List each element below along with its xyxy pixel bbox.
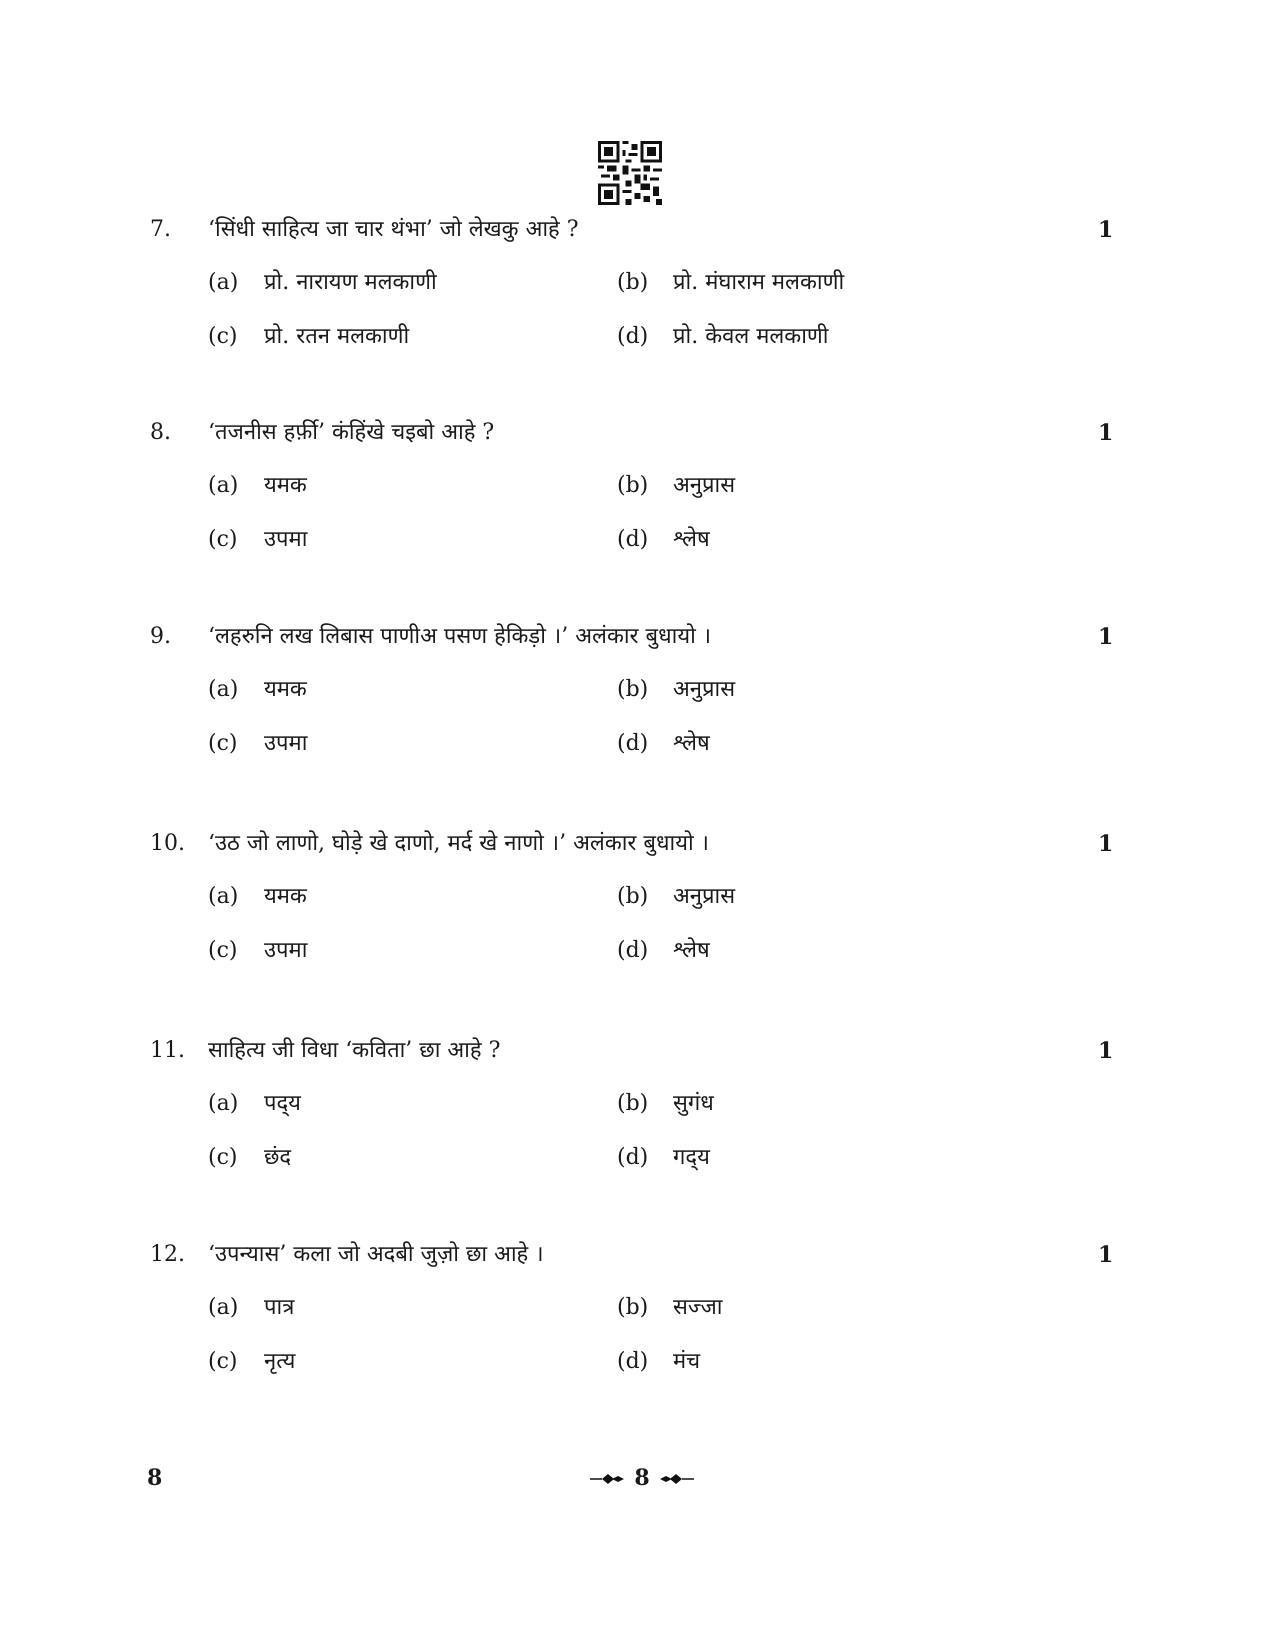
page-number: 8 bbox=[634, 1465, 650, 1491]
question-marks: 1 bbox=[1098, 624, 1114, 650]
option-letter: (c) bbox=[208, 731, 238, 756]
option-letter: (d) bbox=[617, 1145, 649, 1170]
option-letter: (d) bbox=[617, 731, 649, 756]
ornament-right-icon bbox=[658, 1473, 694, 1485]
option-text: पात्र bbox=[264, 1295, 295, 1320]
option-text: उपमा bbox=[264, 527, 308, 552]
option-letter: (b) bbox=[617, 473, 649, 498]
question-number: 9. bbox=[150, 624, 171, 649]
question-row bbox=[0, 824, 1275, 864]
option-text: श्लेष bbox=[673, 731, 710, 756]
option-text: अनुप्रास bbox=[673, 473, 736, 498]
question-text: ‘सिंधी साहित्य जा चार थंभा’ जो लेखकु आहे ? bbox=[208, 217, 579, 242]
option-letter: (d) bbox=[617, 527, 649, 552]
option-text: यमक bbox=[264, 473, 307, 498]
option-text: सुगंध bbox=[673, 1091, 714, 1116]
question-9 bbox=[0, 617, 1275, 807]
question-row bbox=[0, 617, 1275, 657]
qr-code bbox=[598, 141, 662, 205]
option-text: नृत्य bbox=[264, 1349, 296, 1374]
option-letter: (b) bbox=[617, 1091, 649, 1116]
question-11 bbox=[0, 1031, 1275, 1221]
option-text: छंद bbox=[264, 1145, 292, 1170]
option-letter: (b) bbox=[617, 677, 649, 702]
option-letter: (c) bbox=[208, 938, 238, 963]
footer-page-number-left: 8 bbox=[147, 1465, 163, 1491]
option-text: मंच bbox=[673, 1349, 701, 1374]
question-marks: 1 bbox=[1098, 217, 1114, 243]
option-letter: (a) bbox=[208, 1295, 239, 1320]
question-text: ‘उपन्यास’ कला जो अदबी जुज़ो छा आहे । bbox=[208, 1242, 544, 1267]
option-letter: (c) bbox=[208, 324, 238, 349]
option-letter: (d) bbox=[617, 324, 649, 349]
option-text: उपमा bbox=[264, 731, 308, 756]
option-text: अनुप्रास bbox=[673, 677, 736, 702]
option-text: यमक bbox=[264, 677, 307, 702]
question-text: ‘लहरुनि लख लिबास पाणीअ पसण हेकिड़ो ।’ अलंकार बुधायो । bbox=[208, 624, 712, 649]
option-text: सज्जा bbox=[673, 1295, 723, 1320]
option-letter: (d) bbox=[617, 1349, 649, 1374]
option-text: प्रो. नारायण मलकाणी bbox=[264, 270, 437, 295]
option-text: उपमा bbox=[264, 938, 308, 963]
question-row bbox=[0, 1235, 1275, 1275]
question-marks: 1 bbox=[1098, 831, 1114, 857]
option-letter: (d) bbox=[617, 938, 649, 963]
option-letter: (c) bbox=[208, 1145, 238, 1170]
question-text: ‘उठ जो लाणो, घोड़े खे दाणो, मर्द खे नाणो ।’ अलंकार बुधायो । bbox=[208, 831, 710, 856]
question-number: 10. bbox=[150, 831, 185, 856]
option-text: श्लेष bbox=[673, 938, 710, 963]
option-letter: (a) bbox=[208, 270, 239, 295]
question-text: साहित्य जी विधा ‘कविता’ छा आहे ? bbox=[208, 1038, 501, 1063]
ornament-left-icon bbox=[590, 1473, 626, 1485]
question-12 bbox=[0, 1235, 1275, 1425]
option-text: यमक bbox=[264, 884, 307, 909]
question-marks: 1 bbox=[1098, 420, 1114, 446]
question-7 bbox=[0, 210, 1275, 400]
question-marks: 1 bbox=[1098, 1242, 1114, 1268]
footer-page-number-center bbox=[567, 1458, 717, 1498]
option-text: गद्‌य bbox=[673, 1145, 710, 1170]
option-text: प्रो. रतन मलकाणी bbox=[264, 324, 410, 349]
question-number: 7. bbox=[150, 217, 171, 242]
option-text: श्लेष bbox=[673, 527, 710, 552]
question-number: 11. bbox=[150, 1038, 185, 1063]
option-letter: (b) bbox=[617, 1295, 649, 1320]
option-letter: (a) bbox=[208, 884, 239, 909]
question-row bbox=[0, 1031, 1275, 1071]
question-marks: 1 bbox=[1098, 1038, 1114, 1064]
question-8 bbox=[0, 413, 1275, 603]
option-letter: (b) bbox=[617, 270, 649, 295]
question-10 bbox=[0, 824, 1275, 1014]
question-number: 8. bbox=[150, 420, 171, 445]
option-letter: (c) bbox=[208, 527, 238, 552]
question-text: ‘तजनीस हर्फ़ी’ कंहिंखे चइबो आहे ? bbox=[208, 420, 495, 445]
question-row bbox=[0, 413, 1275, 453]
option-letter: (b) bbox=[617, 884, 649, 909]
question-number: 12. bbox=[150, 1242, 185, 1267]
option-text: प्रो. मंघाराम मलकाणी bbox=[673, 270, 845, 295]
option-text: प्रो. केवल मलकाणी bbox=[673, 324, 829, 349]
option-text: अनुप्रास bbox=[673, 884, 736, 909]
question-row bbox=[0, 210, 1275, 250]
option-letter: (a) bbox=[208, 1091, 239, 1116]
option-letter: (c) bbox=[208, 1349, 238, 1374]
option-letter: (a) bbox=[208, 473, 239, 498]
option-letter: (a) bbox=[208, 677, 239, 702]
option-text: पद्‌य bbox=[264, 1091, 301, 1116]
